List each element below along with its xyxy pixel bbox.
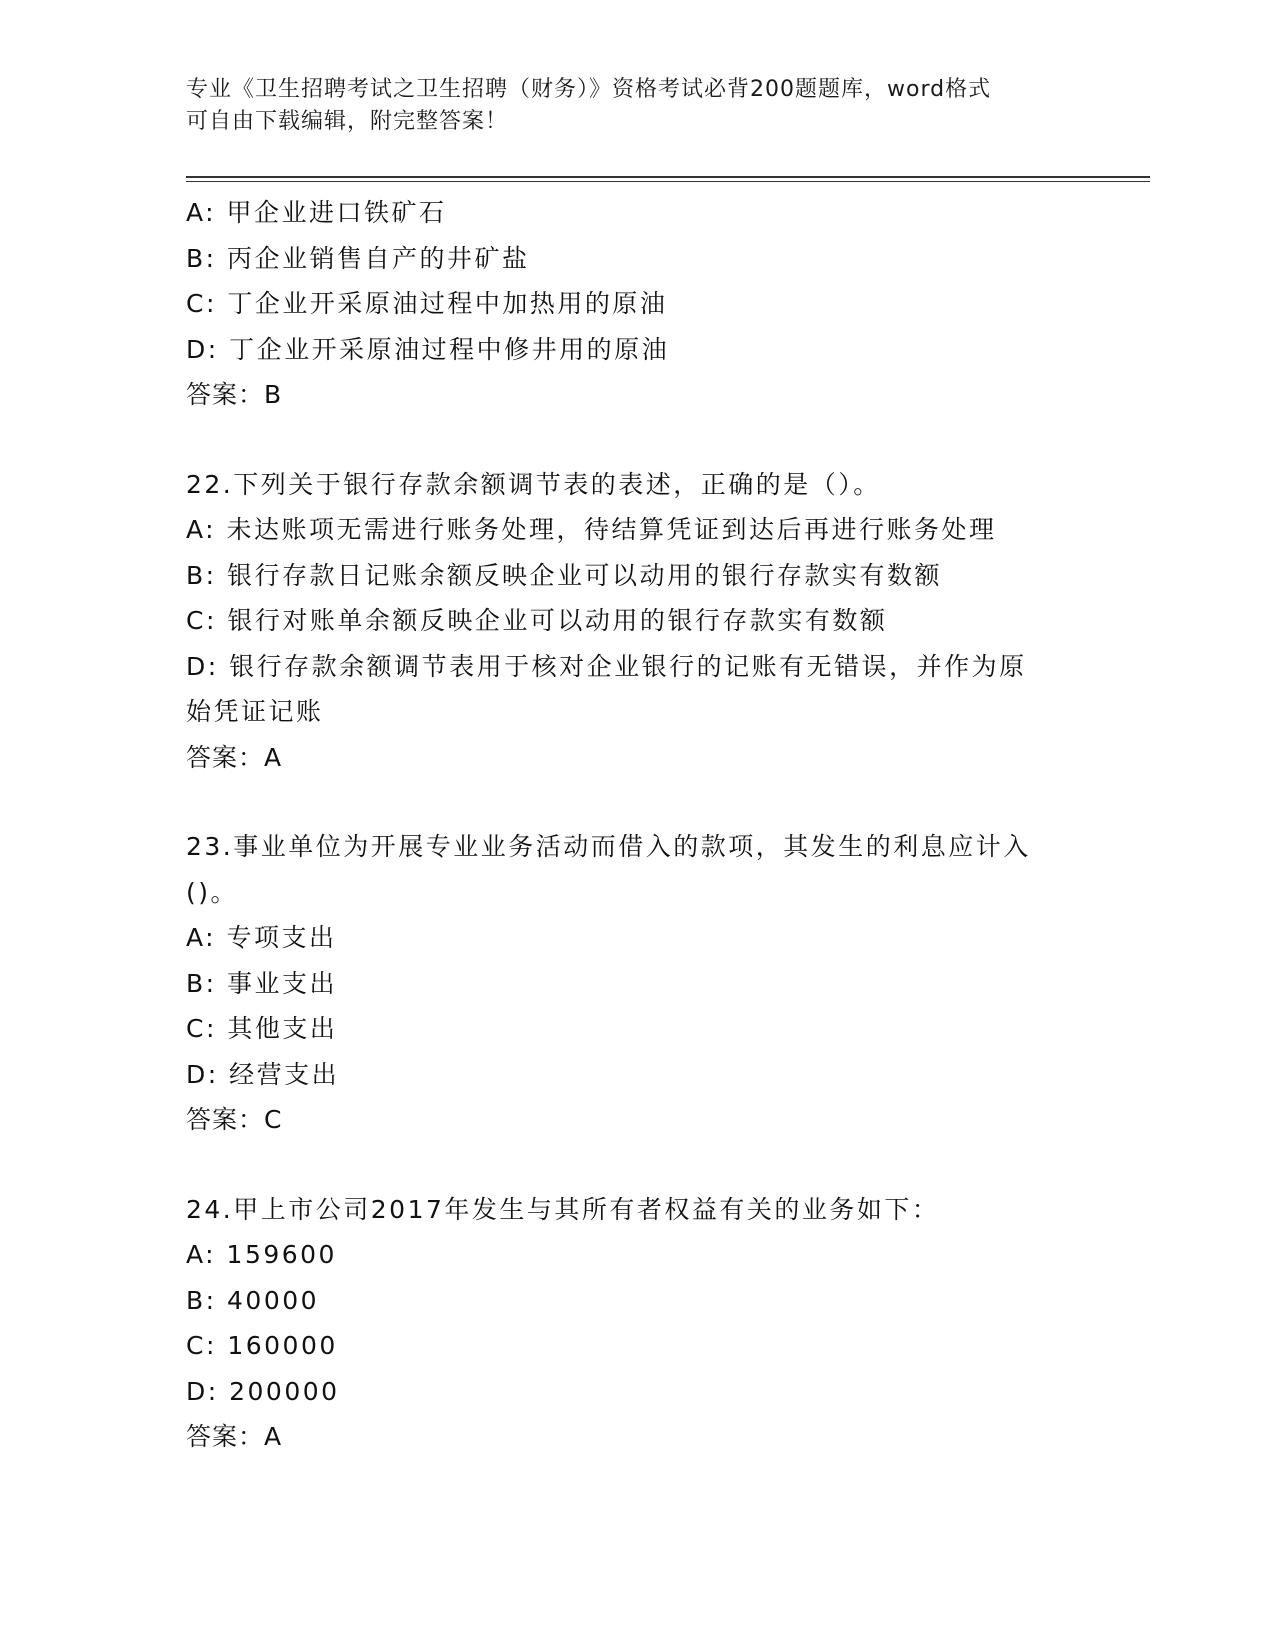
- option-d: D: 经营支出: [186, 1059, 340, 1089]
- answer-line: 答案：B: [186, 380, 283, 409]
- option-b: B: 丙企业销售自产的井矿盐: [186, 243, 530, 273]
- option-b: B: 事业支出: [186, 968, 338, 998]
- option-d: D: 银行存款余额调节表用于核对企业银行的记账有无错误，并作为原: [186, 651, 1027, 681]
- option-c: C: 丁企业开采原油过程中加热用的原油: [186, 289, 668, 318]
- spacer: [186, 1143, 1086, 1187]
- option-d-continuation: 始凭证记账: [186, 697, 324, 726]
- question-stem: 23.事业单位为开展专业业务活动而借入的款项，其发生的利息应计入: [186, 832, 1031, 861]
- question-stem: 24.甲上市公司2017年发生与其所有者权益有关的业务如下：: [186, 1194, 940, 1224]
- question-23: [186, 824, 1086, 1143]
- answer-line: 答案：A: [186, 742, 283, 772]
- option-b: B: 银行存款日记账余额反映企业可以动用的银行存款实有数额: [186, 560, 943, 590]
- document-header: [186, 74, 1086, 138]
- option-a: A: 专项支出: [186, 923, 337, 952]
- option-c: C: 其他支出: [186, 1014, 338, 1043]
- option-d: D: 200000: [186, 1376, 340, 1406]
- question-24: [186, 1187, 1086, 1460]
- header-divider: [186, 176, 1150, 182]
- spacer: [186, 418, 1086, 462]
- header-line-1: 专业《卫生招聘考试之卫生招聘（财务）》资格考试必背200题题库，word格式: [186, 77, 992, 102]
- option-d: D: 丁企业开采原油过程中修井用的原油: [186, 334, 670, 364]
- option-a: A: 未达账项无需进行账务处理，待结算凭证到达后再进行账务处理: [186, 515, 997, 544]
- option-b: B: 40000: [186, 1285, 320, 1315]
- option-a: A: 甲企业进口铁矿石: [186, 198, 447, 227]
- option-a: A: 159600: [186, 1240, 337, 1269]
- question-22: [186, 462, 1086, 781]
- answer-line: 答案：A: [186, 1422, 283, 1451]
- question-stem: 22.下列关于银行存款余额调节表的表述，正确的是（）。: [186, 469, 881, 499]
- question-21: [186, 190, 1086, 418]
- option-c: C: 160000: [186, 1331, 338, 1360]
- question-stem-continuation: ()。: [186, 877, 239, 907]
- header-line-2: 可自由下载编辑，附完整答案！: [186, 109, 509, 134]
- spacer: [186, 780, 1086, 824]
- option-c: C: 银行对账单余额反映企业可以动用的银行存款实有数额: [186, 606, 888, 635]
- answer-line: 答案：C: [186, 1105, 283, 1134]
- question-list: [186, 190, 1086, 1460]
